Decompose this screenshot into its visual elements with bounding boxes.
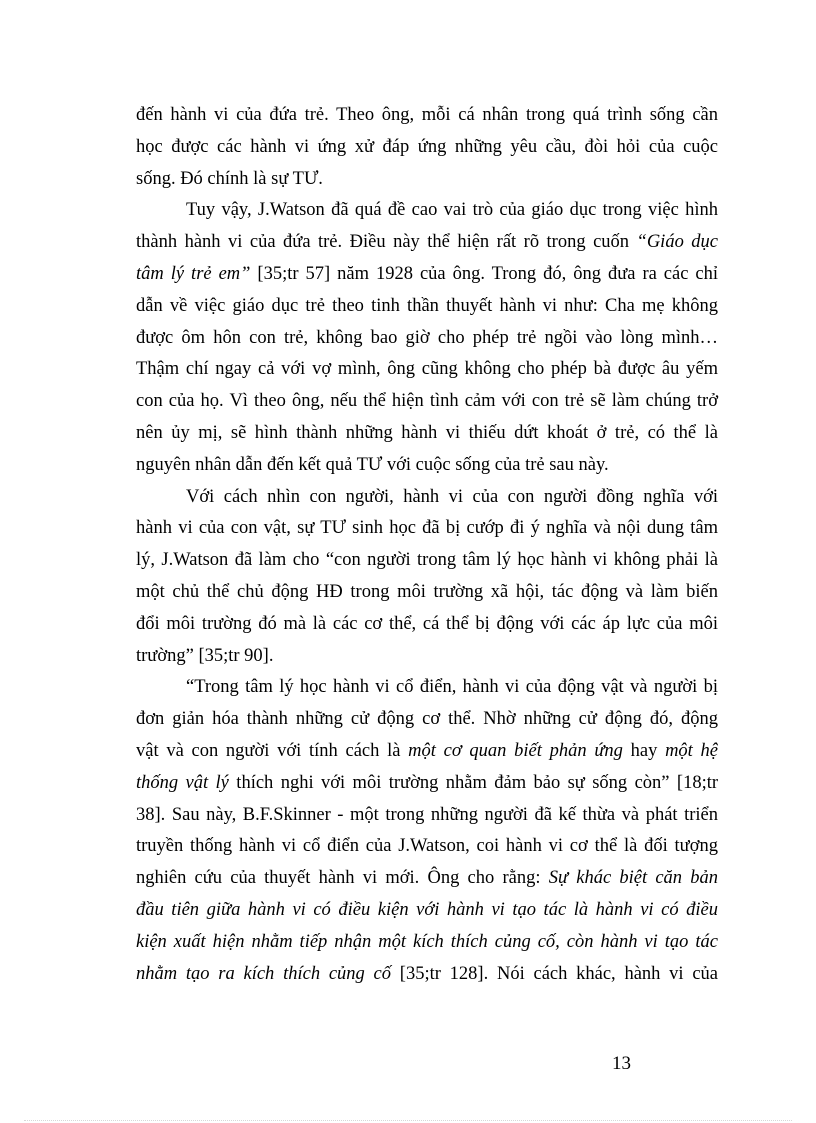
text-line: trường” [35;tr 90]. [136,645,274,666]
page-bottom-divider [24,1120,792,1121]
text-line: dẫn về việc giáo dục trẻ theo tinh thần thuyết hành vi như: Cha mẹ không [136,295,718,316]
paragraph-1 [136,100,718,195]
text-line: con của họ. Vì theo ông, nếu thể hiện tình cảm với con trẻ sẽ làm chúng trở [136,391,718,412]
text-line [136,895,718,927]
paragraph-2 [136,195,718,481]
paragraph-3 [136,482,718,673]
text-line: thống vật lý thích nghi với môi trường nhằm đảm bảo sự sống còn” [18;tr [136,772,719,793]
italic-quote: đầu tiên giữa hành vi có điều kiện với hành vi tạo tác là hành vi có điều [136,899,718,920]
text-line: tâm lý trẻ em” [35;tr 57] năm 1928 của ông. Trong đó, ông đưa ra các chỉ [136,263,719,284]
text-line: học được các hành vi ứng xử đáp ứng những yêu cầu, đòi hỏi của cuộc [136,136,718,157]
italic-phrase: một cơ quan biết phản ứng [408,740,623,761]
text-line: thành hành vi của đứa trẻ. Điều này thể hiện rất rõ trong cuốn “Giáo dục [136,232,719,253]
text-line: 38]. Sau này, B.F.Skinner - một trong những người đã kế thừa và phát triển [136,804,718,825]
text-line: đơn giản hóa thành những cử động cơ thể. Nhờ những cử động đó, động [136,709,718,730]
text-line: truyền thống hành vi cổ điển của J.Watson, coi hành vi cơ thể là đối tượng [136,836,718,857]
italic-quote: Sự khác biệt căn bản [548,868,718,889]
text-line: đổi môi trường đó mà là các cơ thể, cá thể bị động với các áp lực của môi [136,613,718,634]
text-line: hành vi của con vật, sự TƯ sinh học đã bị cướp đi ý nghĩa và nội dung tâm [136,518,718,539]
text-line: Thậm chí ngay cả với vợ mình, ông cũng không cho phép bà được âu yếm [136,359,718,380]
text-line: nhằm tạo ra kích thích củng cố [35;tr 128]. Nói cách khác, hành vi của [136,963,718,984]
text-line: nên ủy mị, sẽ hình thành những hành vi thiếu dứt khoát ở trẻ, có thể là [136,422,718,443]
text-line: vật và con người với tính cách là một cơ quan biết phản ứng hay một hệ [136,740,718,761]
text-line: nguyên nhân dẫn đến kết quả TƯ với cuộc sống của trẻ sau này. [136,454,609,475]
text-line: nghiên cứu của thuyết hành vi mới. Ông cho rằng: Sự khác biệt căn bản [136,868,718,889]
page-number: 13 [612,1053,631,1074]
text-line: một chủ thể chủ động HĐ trong môi trường xã hội, tác động và làm biến [136,581,718,602]
italic-quote: kiện xuất hiện nhằm tiếp nhận một kích thích củng cố, còn hành vi tạo tác [136,931,718,952]
italic-phrase: thống vật lý [136,772,229,793]
text-line: Tuy vậy, J.Watson đã quá đề cao vai trò của giáo dục trong việc hình [186,200,718,221]
text-line: sống. Đó chính là sự TƯ. [136,168,323,189]
italic-phrase: một hệ [665,740,718,761]
text-line [136,927,718,959]
text-line: được ôm hôn con trẻ, không bao giờ cho phép trẻ ngồi vào lòng mình… [136,327,718,348]
paragraph-4 [136,672,718,990]
text-line: đến hành vi của đứa trẻ. Theo ông, mỗi cá nhân trong quá trình sống cần [136,105,718,125]
text-line: “Trong tâm lý học hành vi cổ điển, hành vi của động vật và người bị [186,677,718,698]
book-title-italic: “Giáo dục [636,232,719,253]
text-line: lý, J.Watson đã làm cho “con người trong tâm lý học hành vi không phải là [136,550,718,571]
italic-quote: nhằm tạo ra kích thích củng cố [136,963,392,984]
text-line: Với cách nhìn con người, hành vi của con người đồng nghĩa với [186,486,718,507]
book-title-italic: tâm lý trẻ em” [136,263,251,284]
page-body [136,100,718,990]
